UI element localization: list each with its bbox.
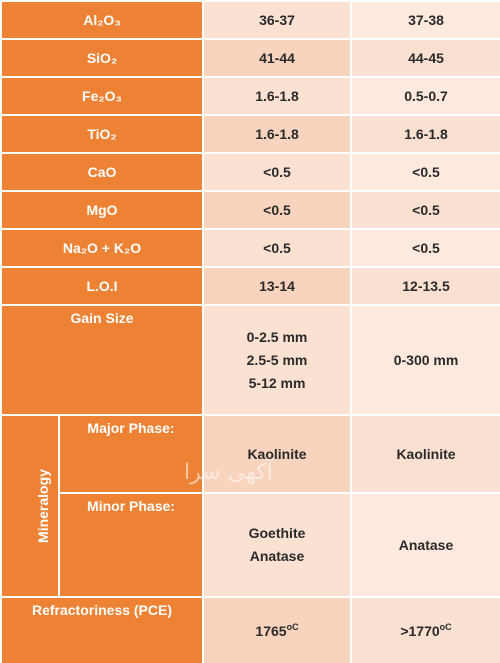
value-cell: 12-13.5	[351, 267, 500, 305]
minor-phase-line: Goethite	[248, 525, 306, 541]
value-cell: <0.5	[203, 191, 351, 229]
row-label: Na₂O + K₂O	[1, 229, 203, 267]
refractoriness-row	[1, 597, 500, 663]
minor-phase-label: Minor Phase:	[59, 493, 203, 597]
grain-size-value-2: 0-300 mm	[351, 305, 500, 415]
table-row	[1, 267, 500, 305]
row-label: Fe₂O₃	[1, 77, 203, 115]
refractoriness-number: >1770	[400, 623, 440, 639]
value-cell: 37-38	[351, 1, 500, 39]
value-cell: <0.5	[351, 153, 500, 191]
minor-phase-value-2: Anatase	[351, 493, 500, 597]
table-row	[1, 115, 500, 153]
grain-line: 0-2.5 mm	[246, 328, 308, 345]
major-phase-value-2: Kaolinite	[351, 415, 500, 493]
table-row	[1, 153, 500, 191]
mineralogy-label-cell	[1, 415, 59, 597]
table-row	[1, 77, 500, 115]
watermark-text: آکهی سرا	[184, 460, 273, 485]
value-cell: <0.5	[351, 191, 500, 229]
table-row	[1, 229, 500, 267]
row-label: TiO₂	[1, 115, 203, 153]
value-cell: 1.6-1.8	[351, 115, 500, 153]
refractoriness-label: Refractoriness (PCE)	[1, 597, 203, 663]
grain-line: 5-12 mm	[248, 374, 306, 391]
major-phase-row	[1, 415, 500, 493]
row-label: L.O.I	[1, 267, 203, 305]
value-cell: 41-44	[203, 39, 351, 77]
minor-phase-value-1	[203, 493, 351, 597]
major-phase-label: Major Phase:	[59, 415, 203, 493]
grain-size-row	[1, 305, 500, 415]
row-label: CaO	[1, 153, 203, 191]
table-row	[1, 1, 500, 39]
value-cell: <0.5	[203, 229, 351, 267]
degree-unit: oC	[286, 622, 299, 632]
grain-size-label: Gain Size	[1, 305, 203, 415]
value-cell: <0.5	[203, 153, 351, 191]
value-cell: 1.6-1.8	[203, 77, 351, 115]
degree-unit: oC	[439, 622, 452, 632]
grain-size-value-1	[203, 305, 351, 415]
value-cell: 0.5-0.7	[351, 77, 500, 115]
row-label: MgO	[1, 191, 203, 229]
value-cell: 36-37	[203, 1, 351, 39]
row-label: Al₂O₃	[1, 1, 203, 39]
grain-line: 2.5-5 mm	[246, 351, 308, 368]
mineralogy-label: Mineralogy	[34, 469, 51, 543]
refractoriness-value-1	[203, 597, 351, 663]
minor-phase-line: Anatase	[249, 548, 305, 564]
refractoriness-number: 1765	[255, 623, 287, 639]
table-row	[1, 39, 500, 77]
value-cell: 44-45	[351, 39, 500, 77]
minor-phase-row	[1, 493, 500, 597]
table-row	[1, 191, 500, 229]
value-cell: <0.5	[351, 229, 500, 267]
value-cell: 13-14	[203, 267, 351, 305]
row-label: SiO₂	[1, 39, 203, 77]
value-cell: 1.6-1.8	[203, 115, 351, 153]
major-phase-value-1: Kaolinite	[203, 415, 351, 493]
refractoriness-value-2	[351, 597, 500, 663]
